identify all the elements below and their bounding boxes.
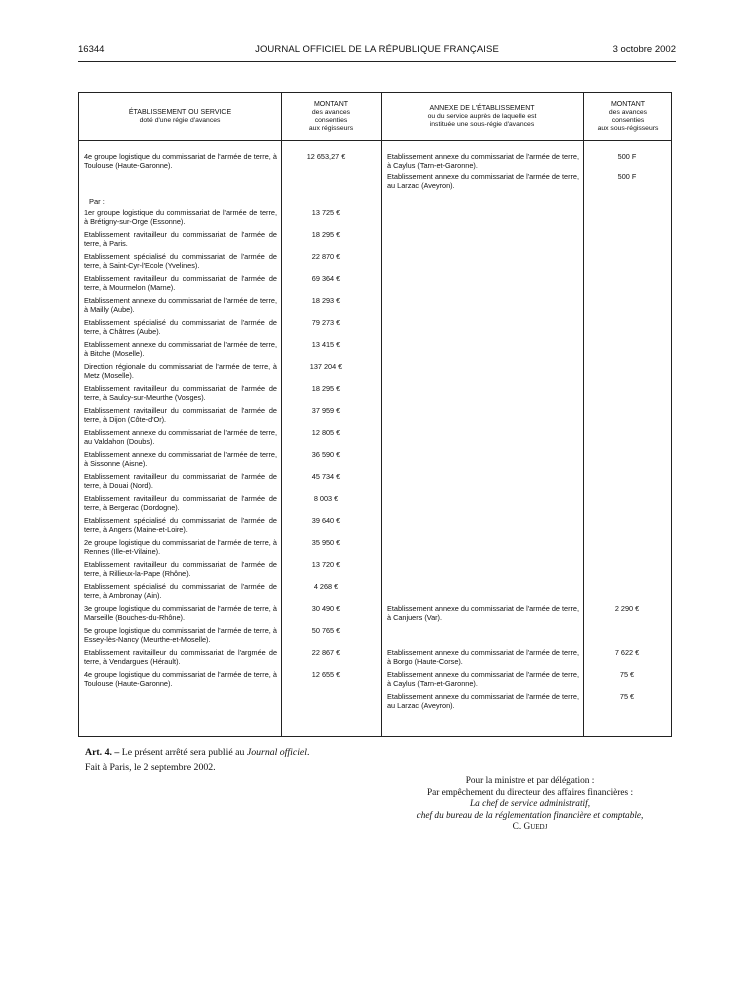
montant-cell: 12 655 € (311, 670, 341, 679)
etablissement-cell: Etablissement ravitailleur du commissariat de l'armée de terre, à Dijon (Côte-d'Or). (84, 406, 277, 424)
annexe-montant-cell: 500 F (617, 152, 637, 161)
annexe-montant-cell: 75 € (619, 670, 635, 679)
etablissement-cell: Etablissement spécialisé du commissariat de l'armée de terre, à Saint-Cyr-l'Ecole (Yvelines). (84, 252, 277, 270)
annexe-montant-cell: 2 290 € (614, 604, 640, 613)
article-end: . (307, 747, 310, 758)
annexe-cell: Etablissement annexe du commissariat de l'armée de terre, à Caylus (Tarn-et-Garonne). (387, 152, 580, 170)
header-divider (79, 140, 671, 141)
etablissement-cell: Etablissement ravitailleur du commissariat de l'armée de terre, à Bergerac (Dordogne). (84, 494, 277, 512)
montant-cell: 4 268 € (313, 582, 339, 591)
etablissement-cell: 1er groupe logistique du commissariat de l'armée de terre, à Brétigny-sur-Orge (Essonne). (84, 208, 277, 226)
montant-cell: 22 870 € (311, 252, 341, 261)
etablissement-cell: Etablissement ravitailleur du commissariat de l'armée de terre, à Mourmelon (Marne). (84, 274, 277, 292)
montant-cell: 30 490 € (311, 604, 341, 613)
montant-cell: 35 950 € (311, 538, 341, 547)
etablissement-cell: 5e groupe logistique du commissariat de l'armée de terre, à Essey-lès-Nancy (Meurthe-et-Moselle). (84, 626, 277, 644)
montant-cell: 37 959 € (311, 406, 341, 415)
column-divider (583, 93, 584, 736)
signature-line: chef du bureau de la réglementation financière et comptable, (416, 810, 644, 821)
etablissement-cell: Etablissement spécialisé du commissariat de l'armée de terre, à Ambronay (Ain). (84, 582, 277, 600)
montant-cell: 13 725 € (311, 208, 341, 217)
signature-line: Pour la ministre et par délégation : (465, 776, 595, 786)
montant-cell: 18 295 € (311, 384, 341, 393)
etablissement-cell: 4e groupe logistique du commissariat de l'armée de terre, à Toulouse (Haute-Garonne). (84, 670, 277, 688)
page-number: 16344 (78, 44, 105, 55)
etablissement-cell: Etablissement annexe du commissariat de l'armée de terre, à Mailly (Aube). (84, 296, 277, 314)
column-divider (281, 93, 282, 736)
etablissement-cell: 3e groupe logistique du commissariat de l'armée de terre, à Marseille (Bouches-du-Rhône). (84, 604, 277, 622)
etablissement-cell: Etablissement ravitailleur du commissariat de l'armée de terre, à Paris. (84, 230, 277, 248)
montant-cell: 50 765 € (311, 626, 341, 635)
par-label: Par : (89, 197, 105, 206)
annexe-cell: Etablissement annexe du commissariat de l'armée de terre, à Canjuers (Var). (387, 604, 580, 622)
fait-line: Fait à Paris, le 2 septembre 2002. (85, 762, 216, 773)
montant-cell: 79 273 € (311, 318, 341, 327)
annexe-montant-cell: 7 622 € (614, 648, 640, 657)
montant-cell: 69 364 € (311, 274, 341, 283)
etablissement-cell: Etablissement annexe du commissariat de l'armée de terre, à Bitche (Moselle). (84, 340, 277, 358)
annexe-montant-cell: 75 € (619, 692, 635, 701)
journal-title: JOURNAL OFFICIEL DE LA RÉPUBLIQUE FRANÇAISE (255, 44, 499, 55)
annexe-cell: Etablissement annexe du commissariat de l'armée de terre, au Larzac (Aveyron). (387, 172, 580, 190)
montant-cell: 18 295 € (311, 230, 341, 239)
montant-cell: 137 204 € (309, 362, 343, 371)
montant-cell: 13 720 € (311, 560, 341, 569)
column-header-etablissement: ÉTABLISSEMENT OU SERVICE doté d'une régie d'avances (128, 109, 232, 124)
etablissement-cell: Etablissement annexe du commissariat de l'armée de terre, à Sissonne (Aisne). (84, 450, 277, 468)
column-divider (381, 93, 382, 736)
regies-table (78, 92, 672, 737)
signature-line: Par empêchement du directeur des affaires financières : (426, 787, 634, 798)
etablissement-cell: Etablissement spécialisé du commissariat de l'armée de terre, à Châtres (Aube). (84, 318, 277, 336)
annexe-cell: Etablissement annexe du commissariat de l'armée de terre, au Larzac (Aveyron). (387, 692, 580, 710)
annexe-cell: Etablissement annexe du commissariat de l'armée de terre, à Borgo (Haute-Corse). (387, 648, 580, 666)
article-label: Art. 4. – (85, 747, 120, 758)
etablissement-cell: 2e groupe logistique du commissariat de l'armée de terre, à Rennes (Ille-et-Vilaine). (84, 538, 277, 556)
signature-block (380, 776, 680, 834)
etablissement-cell: Direction régionale du commissariat de l'armée de terre, à Metz (Moselle). (84, 362, 277, 380)
annexe-cell: Etablissement annexe du commissariat de l'armée de terre, à Caylus (Tarn-et-Garonne). (387, 670, 580, 688)
etablissement-cell: Etablissement ravitailleur du commissariat de l'armée de terre, à Rillieux-la-Pape (Rhône). (84, 560, 277, 578)
montant-cell: 18 293 € (311, 296, 341, 305)
etablissement-cell: Etablissement ravitailleur du commissariat de l'armée de terre, à Saulcy-sur-Meurthe (Vosges). (84, 384, 277, 402)
annexe-montant-cell: 500 F (617, 172, 637, 181)
column-header-annexe: ANNEXE DE L'ÉTABLISSEMENT ou du service auprès de laquelle est instituée une sous-régie d'avances (427, 105, 537, 128)
etablissement-cell: 4e groupe logistique du commissariat de l'armée de terre, à Toulouse (Haute-Garonne). (84, 152, 277, 170)
montant-cell: 45 734 € (311, 472, 341, 481)
etablissement-cell: Etablissement spécialisé du commissariat de l'armée de terre, à Angers (Maine-et-Loire). (84, 516, 277, 534)
montant-cell: 13 415 € (311, 340, 341, 349)
signatory-name: C. Guedj (512, 822, 548, 832)
article-text: Le présent arrêté sera publié au (119, 747, 247, 758)
column-header-montant-sous-regie: MONTANT des avances consenties aux sous-régisseurs (597, 101, 659, 132)
montant-cell: 12 653,27 € (306, 152, 346, 161)
column-header-montant: MONTANT des avances consenties aux régisseurs (308, 101, 354, 132)
montant-cell: 8 003 € (313, 494, 339, 503)
montant-cell: 12 805 € (311, 428, 341, 437)
page-header (78, 44, 676, 58)
montant-cell: 36 590 € (311, 450, 341, 459)
etablissement-cell: Etablissement ravitailleur du commissariat de l'argmée de terre, à Vendargues (Hérault). (84, 648, 277, 666)
etablissement-cell: Etablissement annexe du commissariat de l'armée de terre, au Valdahon (Doubs). (84, 428, 277, 446)
article-4 (85, 747, 309, 758)
etablissement-cell: Etablissement ravitailleur du commissariat de l'armée de terre, à Douai (Nord). (84, 472, 277, 490)
header-rule (78, 61, 676, 62)
montant-cell: 39 640 € (311, 516, 341, 525)
montant-cell: 22 867 € (311, 648, 341, 657)
journal-name: Journal officiel (246, 747, 307, 758)
signature-line: La chef de service administratif, (469, 799, 591, 809)
issue-date: 3 octobre 2002 (612, 44, 676, 55)
